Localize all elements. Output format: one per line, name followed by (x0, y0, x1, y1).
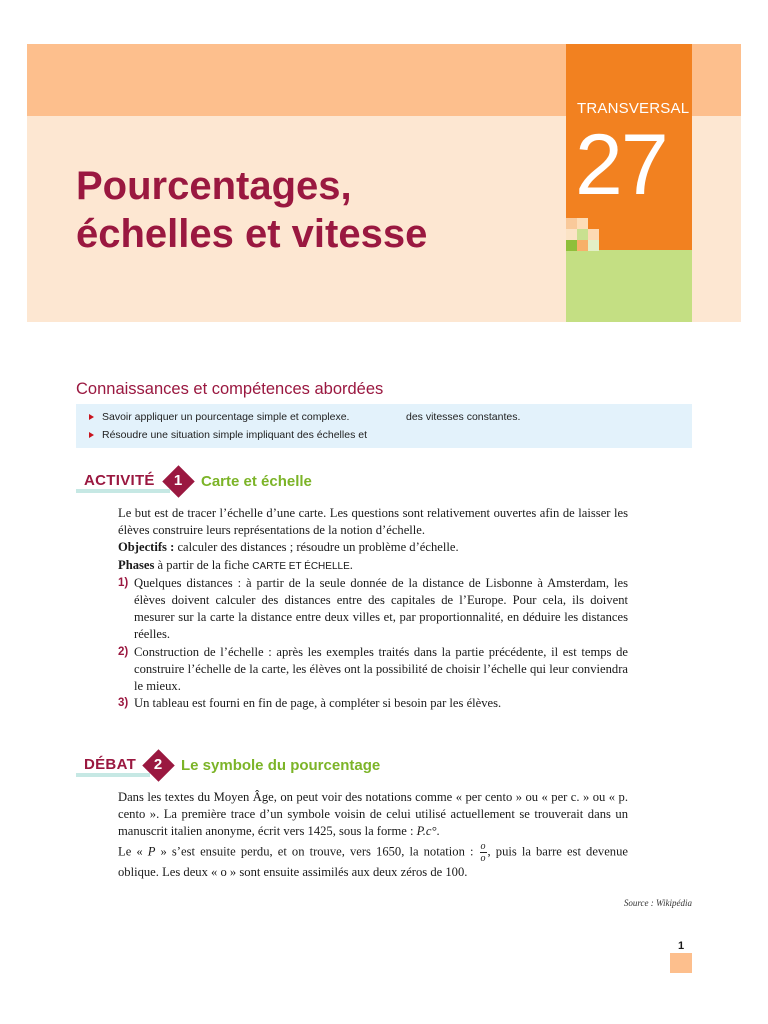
step-number: 3) (118, 697, 129, 710)
debat-text: . (436, 824, 440, 839)
title-line: échelles et vitesse (76, 212, 428, 256)
bullet-icon (89, 432, 94, 438)
step-item (118, 695, 628, 712)
phases-line (118, 557, 628, 575)
phases-label: Phases (118, 557, 155, 572)
debat-number: 2 (153, 756, 163, 773)
objectifs-label: Objectifs : (118, 540, 175, 555)
mosaic-square (577, 240, 588, 251)
step-text: Construction de l’échelle : après les exemples traités dans la partie précédente, il est temps de construire l’échelle de la carte, les élèves ont la possibilité de choisir l’échelle qui leur conviendra le mieux. (134, 644, 628, 694)
letter-p: P (147, 844, 156, 858)
mosaic-square (577, 229, 588, 240)
debat-paragraph (118, 841, 628, 881)
step-item (118, 644, 628, 696)
step-number: 2) (118, 645, 129, 658)
competence-item: Savoir appliquer un pourcentage simple et complexe. (102, 411, 350, 423)
activite-number: 1 (173, 472, 183, 489)
mosaic-square (588, 229, 599, 240)
mosaic-square (566, 218, 577, 229)
mosaic-square (577, 218, 588, 229)
mosaic-square (566, 229, 577, 240)
mosaic-square (566, 240, 577, 251)
debat-text: » s’est ensuite perdu, et on trouve, vers 1650, la notation : (155, 844, 479, 858)
activite-body (118, 505, 628, 712)
fiche-name: CARTE ET ÉCHELLE (252, 560, 350, 572)
step-text: Un tableau est fourni en fin de page, à compléter si besoin par les élèves. (134, 696, 502, 711)
source-note: Source : Wikipédia (623, 898, 692, 908)
debat-text: , puis la barre est devenue oblique. Les deux « o » sont ensuite assimilés aux deux zéros de 100. (118, 844, 628, 879)
activite-intro: Le but est de tracer l’échelle d’une carte. Les questions sont relativement ouvertes afin de laisser les élèves construire leurs représentations de la notion d’échelle. (118, 506, 628, 538)
chapter-tab-green (566, 250, 692, 322)
page-title (76, 162, 427, 258)
activite-title: Carte et échelle (201, 473, 312, 490)
step-text: Quelques distances : à partir de la seule donnée de la distance de Lisbonne à Amsterdam, les élèves doivent calculer des distances entre des capitales de l’Europe. Pour cela, ils doivent mesurer sur la carte la distance entre deux villes et, par proportionnalité, en déduire les distances réelles. (134, 575, 628, 642)
phases-end: . (349, 557, 353, 572)
chapter-number: 27 (575, 117, 667, 213)
debat-text: Dans les textes du Moyen Âge, on peut voir des notations comme « per cento » ou « per c. » ou « p. cento ». La première trace d’un symbole voisin de celui utilisé actuellement se trouverait dans un manuscrit italien anonyme, écrit vers 1425, sous la forme : (118, 790, 628, 839)
competence-item: des vitesses constantes. (406, 411, 521, 423)
series-label: TRANSVERSAL (577, 100, 690, 117)
competences-heading: Connaissances et compétences abordées (76, 380, 384, 398)
phases-text: à partir de la fiche (154, 557, 253, 572)
fraction-bottom: o (480, 852, 486, 864)
tag-underline (76, 773, 150, 777)
objectifs-text: calculer des distances ; résoudre un problème d’échelle. (174, 540, 459, 555)
tag-underline (76, 489, 170, 493)
debat-paragraph (118, 789, 628, 841)
page-number: 1 (677, 940, 685, 952)
fraction (480, 841, 487, 864)
debat-title: Le symbole du pourcentage (181, 757, 381, 774)
mosaic-square (588, 240, 599, 251)
title-line: Pourcentages, (76, 164, 352, 208)
fraction-top: o (480, 840, 486, 852)
step-item (118, 575, 628, 644)
page-marker (670, 953, 692, 973)
competence-item: Résoudre une situation simple impliquant des échelles et (102, 429, 367, 441)
formula: P.c° (416, 824, 437, 839)
debat-tag: DÉBAT (84, 756, 137, 773)
step-number: 1) (118, 576, 129, 589)
activite-tag: ACTIVITÉ (84, 472, 155, 489)
objectifs-line (118, 539, 628, 556)
bullet-icon (89, 414, 94, 420)
debat-text: Le « (118, 844, 148, 858)
debat-body (118, 789, 628, 881)
